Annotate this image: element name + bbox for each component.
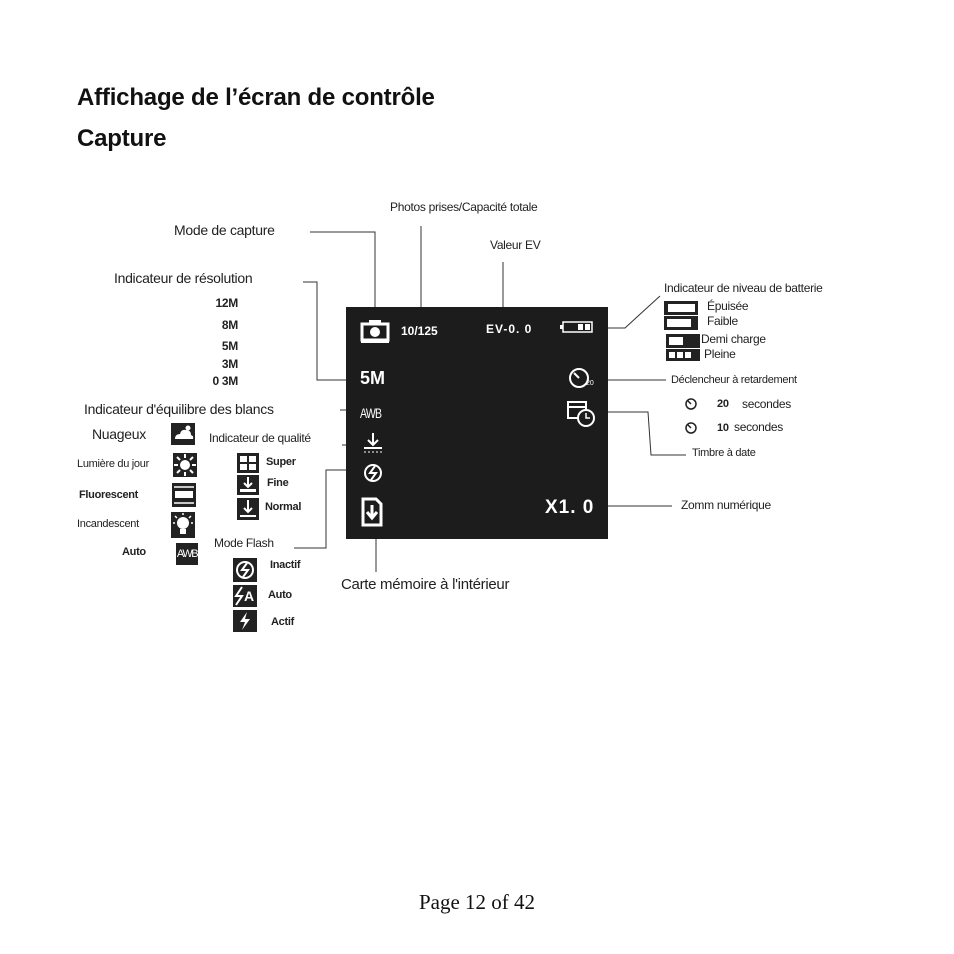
wb-option-label: Auto xyxy=(122,546,146,558)
resolution-option: 8M xyxy=(221,318,238,332)
page-number: Page 12 of 42 xyxy=(418,890,536,914)
wb-option-label: Nuageux xyxy=(92,426,146,442)
callout-capture-mode: Mode de capture xyxy=(174,222,275,238)
resolution-value: 5M xyxy=(360,368,386,388)
timer-icon xyxy=(684,421,698,435)
battery-option-label: Pleine xyxy=(704,347,736,361)
camera-mode-icon xyxy=(360,319,390,343)
sun-icon xyxy=(173,453,197,477)
quality-option-label: Fine xyxy=(267,477,289,489)
battery-empty-icon xyxy=(664,301,698,315)
battery-option-label: Demi charge xyxy=(701,332,766,346)
quality-option-label: Super xyxy=(266,456,296,468)
camera-lcd-screen xyxy=(346,307,608,539)
battery-low-icon xyxy=(664,316,698,330)
wb-option-label: Fluorescent xyxy=(79,489,139,501)
flash-option-label: Inactif xyxy=(270,559,301,571)
wb-option-label: Lumière du jour xyxy=(77,458,149,470)
fluorescent-icon xyxy=(172,483,196,507)
quality-fine-icon xyxy=(237,475,259,495)
shots-counter: 10/125 xyxy=(401,324,438,338)
awb-indicator: AWB xyxy=(360,405,382,421)
callout-digital-zoom: Zomm numérique xyxy=(681,498,771,512)
resolution-option: 5M xyxy=(221,339,238,353)
callout-self-timer: Déclencheur à retardement xyxy=(671,374,797,386)
callout-white-balance: Indicateur d'équilibre des blancs xyxy=(84,401,274,417)
page-title: Affichage de l’écran de contrôle xyxy=(77,84,435,111)
cloudy-icon xyxy=(171,423,195,445)
battery-option-label: Faible xyxy=(707,314,738,328)
callout-date-stamp: Timbre à date xyxy=(692,447,756,459)
battery-half-icon xyxy=(666,334,700,348)
bulb-icon xyxy=(171,512,195,538)
flash-option-label: Auto xyxy=(268,589,292,601)
callout-battery: Indicateur de niveau de batterie xyxy=(664,281,823,295)
flash-on-icon xyxy=(233,610,257,632)
ev-value: EV-0. 0 xyxy=(486,322,533,336)
timer-value: 10 xyxy=(717,422,729,434)
quality-normal-icon xyxy=(237,498,259,520)
callout-photos-taken: Photos prises/Capacité totale xyxy=(390,200,538,214)
self-timer-badge: 20 xyxy=(586,380,594,387)
callout-ev-value: Valeur EV xyxy=(490,238,541,252)
flash-auto-icon xyxy=(233,585,257,607)
battery-full-icon xyxy=(666,349,700,361)
resolution-option: 12M xyxy=(215,296,238,310)
digital-zoom-value: X1. 0 xyxy=(545,497,595,518)
callout-memory-card: Carte mémoire à l'intérieur xyxy=(341,576,510,593)
battery-option-label: Épuisée xyxy=(707,299,749,313)
resolution-option: 3M xyxy=(221,357,238,371)
memory-card-icon xyxy=(361,497,383,527)
timer-unit: secondes xyxy=(734,420,783,434)
wb-option-label: Incandescent xyxy=(77,518,139,530)
date-stamp-icon xyxy=(566,399,598,429)
quality-option-label: Normal xyxy=(265,501,302,513)
battery-icon xyxy=(560,321,594,333)
callout-quality: Indicateur de qualité xyxy=(209,431,311,445)
callout-flash: Mode Flash xyxy=(214,536,274,550)
resolution-option: 0 3M xyxy=(212,374,238,388)
quality-icon xyxy=(363,432,383,454)
quality-super-icon xyxy=(237,453,259,473)
timer-icon xyxy=(684,397,698,411)
flash-option-label: Actif xyxy=(271,616,294,628)
timer-value: 20 xyxy=(717,398,729,410)
timer-unit: secondes xyxy=(742,397,791,411)
flash-off-icon xyxy=(362,462,384,484)
awb-icon: AWB xyxy=(176,543,198,565)
callout-resolution: Indicateur de résolution xyxy=(114,270,253,286)
flash-off-icon xyxy=(233,558,257,582)
flash-auto-letter: A xyxy=(244,588,255,604)
section-title: Capture xyxy=(77,125,167,152)
